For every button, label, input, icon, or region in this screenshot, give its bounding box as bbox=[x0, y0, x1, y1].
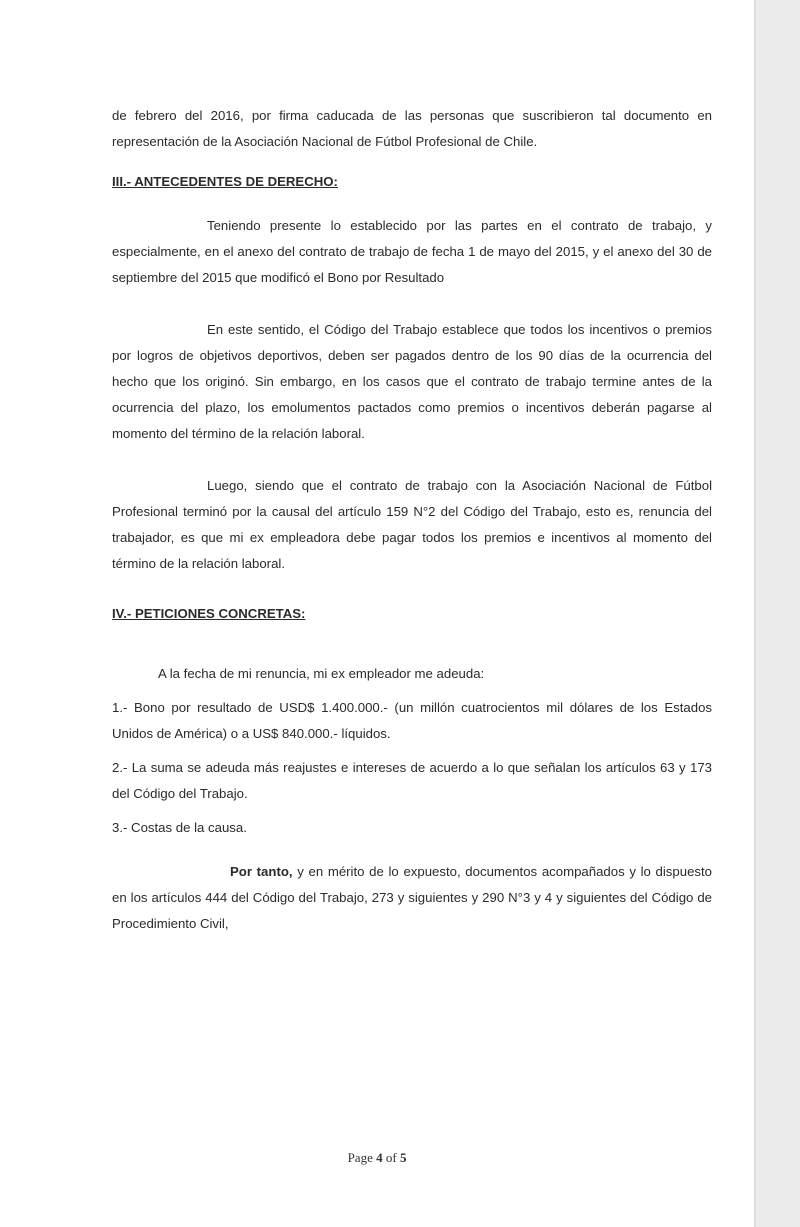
footer-of-word: of bbox=[385, 1150, 397, 1165]
closing-paragraph bbox=[112, 859, 712, 937]
closing-bold-lead: Por tanto, bbox=[230, 864, 293, 879]
peticiones-lead: A la fecha de mi renuncia, mi ex empleador me adeuda: bbox=[158, 666, 485, 681]
closing-text: y en mérito de lo expuesto, documentos acompañados y lo dispuesto en los artículos 444 del Código del Trabajo, 273 y siguientes y 290 N°3 y 4 y siguientes del Código de Procedimiento Civil, bbox=[112, 864, 713, 931]
footer-page-word: Page bbox=[347, 1150, 373, 1165]
intro-paragraph: de febrero del 2016, por firma caducada de las personas que suscribieron tal documento en representación de la Asociación Nacional de Fútbol Profesional de Chile. bbox=[112, 108, 712, 149]
paragraph-luego: Luego, siendo que el contrato de trabajo con la Asociación Nacional de Fútbol Profesional terminó por la causal del artículo 159 N°2 del Código del Trabajo, esto es, renuncia del trabajador, es que mi ex empleadora debe pagar todos los premios e incentivos al momento del término de la relación laboral. bbox=[112, 478, 712, 571]
paragraph-codigo-trabajo: En este sentido, el Código del Trabajo establece que todos los incentivos o premios por logros de objetivos deportivos, deben ser pagados dentro de los 90 días de la ocurrencia del hecho que los originó. Sin embargo, en los casos que el contrato de trabajo termine antes de la ocurrencia del plazo, los emolumentos pactados como premios o incentivos deberán pagarse al momento del término de la relación laboral. bbox=[112, 322, 712, 441]
peticion-item-2: 2.- La suma se adeuda más reajustes e intereses de acuerdo a lo que señalan los artículos 63 y 173 del Código del Trabajo. bbox=[112, 760, 712, 801]
peticion-item-1: 1.- Bono por resultado de USD$ 1.400.000.- (un millón cuatrocientos mil dólares de los Estados Unidos de América) o a US$ 840.000.- líquidos. bbox=[112, 700, 712, 741]
document-body bbox=[112, 103, 712, 937]
peticion-item-3: 3.- Costas de la causa. bbox=[112, 820, 247, 835]
viewer-background-strip bbox=[756, 0, 800, 1227]
footer-page-current: 4 bbox=[376, 1150, 383, 1165]
section-heading-peticiones: IV.- PETICIONES CONCRETAS: bbox=[112, 606, 306, 621]
section-heading-antecedentes: III.- ANTECEDENTES DE DERECHO: bbox=[112, 174, 338, 189]
paragraph-teniendo: Teniendo presente lo establecido por las partes en el contrato de trabajo, y especialmente, en el anexo del contrato de trabajo de fecha 1 de mayo del 2015, y el anexo del 30 de septiembre del 2015 que modificó el Bono por Resultado bbox=[112, 218, 712, 285]
page-footer bbox=[0, 1150, 754, 1166]
footer-page-total: 5 bbox=[399, 1150, 407, 1165]
